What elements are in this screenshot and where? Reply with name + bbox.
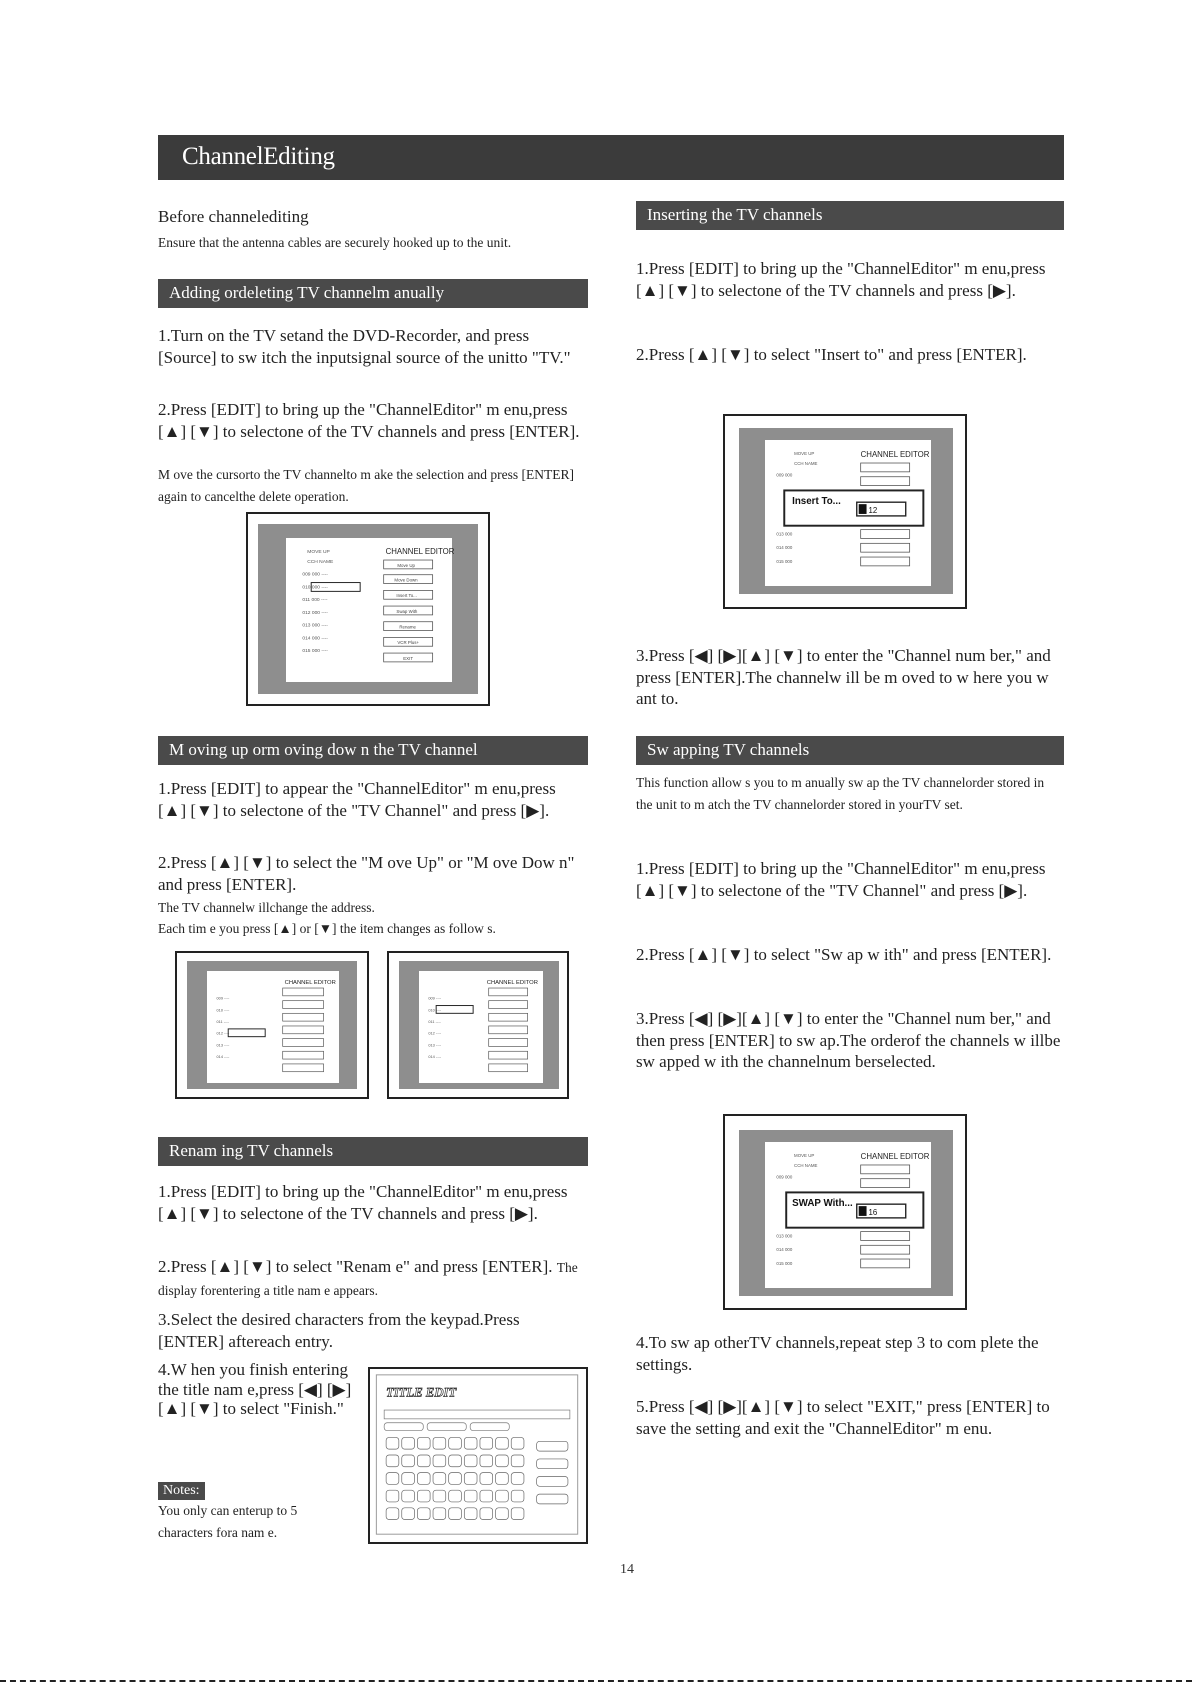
inserting-step2: 2.Press [▲] [▼] to select "Insert to" and press [ENTER]. (636, 345, 1027, 364)
notes-text: You only can enterup to 5 characters fora nam e. (158, 1503, 298, 1540)
inserting-step1: 1.Press [EDIT] to bring up the "ChannelEditor" m enu,press [▲] [▼] to selectone of the TV channels and press [▶]. (636, 259, 1046, 300)
svg-text:Move Up: Move Up (397, 562, 415, 568)
renaming-heading: Renam ing TV channels (158, 1137, 588, 1166)
insert-to-value: 12 (868, 505, 878, 515)
editor-title-text: CHANNEL EDITOR (385, 547, 455, 557)
svg-text:Insert To...: Insert To... (396, 593, 417, 599)
channel-editor-screenshot (246, 512, 490, 706)
svg-text:009 000: 009 000 (776, 1174, 793, 1180)
svg-text:013 ----: 013 ---- (428, 1042, 442, 1048)
svg-text:Move Down: Move Down (394, 577, 418, 583)
move-down-illustration (389, 953, 567, 1097)
renaming-step3: 3.Select the desired characters from the keypad.Press [ENTER] aftereach entry. (158, 1310, 520, 1351)
svg-text:VCR Plus+: VCR Plus+ (397, 640, 419, 646)
swapping-step1: 1.Press [EDIT] to bring up the "ChannelEditor" m enu,press [▲] [▼] to selectone of the "TV Channel" and press [▶]. (636, 859, 1046, 900)
svg-text:MOVE UP: MOVE UP (794, 1153, 815, 1159)
svg-text:013 000: 013 000 (776, 1233, 793, 1239)
adding-step2: 2.Press [EDIT] to bring up the "ChannelEditor" m enu,press [▲] [▼] to selectone of the TV channels and press [ENTER]. (158, 400, 580, 441)
svg-text:Swap With: Swap With (396, 608, 418, 614)
swapping-step4: 4.To sw ap otherTV channels,repeat step 3 to com plete the settings. (636, 1333, 1039, 1374)
moving-note1: The TV channelw illchange the address. (158, 900, 375, 915)
svg-text:012 ----: 012 ---- (428, 1030, 442, 1036)
svg-text:CCH NAME: CCH NAME (794, 460, 818, 466)
insert-to-label: Insert To... (792, 496, 841, 508)
svg-text:014 000 ----: 014 000 ---- (302, 636, 328, 642)
move-down-screenshot (387, 951, 569, 1099)
moving-heading: M oving up orm oving dow n the TV channel (158, 736, 588, 765)
moving-step1: 1.Press [EDIT] to appear the "ChannelEditor" m enu,press [▲] [▼] to selectone of the "TV Channel" and press [▶]. (158, 779, 556, 820)
svg-text:CHANNEL EDITOR: CHANNEL EDITOR (284, 980, 336, 987)
svg-text:014 000: 014 000 (776, 1247, 793, 1253)
before-text: Ensure that the antenna cables are securely hooked up to the unit. (158, 235, 512, 250)
svg-text:015 000: 015 000 (776, 558, 793, 564)
swapping-step2: 2.Press [▲] [▼] to select "Sw ap w ith" and press [ENTER]. (636, 945, 1052, 964)
renaming-step2 (158, 1256, 588, 1301)
swapping-step3: 3.Press [◀] [▶][▲] [▼] to enter the "Channel num ber," and then press [ENTER] to sw ap.The orderof the channels w illbe sw apped w ith the channelnum berselected. (636, 1009, 1061, 1071)
inserting-step3: 3.Press [◀] [▶][▲] [▼] to enter the "Channel num ber," and press [ENTER].The channelw ill be m oved to w here you w ant to. (636, 646, 1051, 708)
page-number: 14 (620, 1562, 634, 1577)
before-heading: Before channelediting (158, 207, 309, 226)
swap-with-label: SWAP With... (792, 1198, 853, 1210)
svg-text:010 000 ----: 010 000 ---- (302, 585, 328, 591)
channel-editor-illustration (248, 514, 488, 704)
svg-text:014 ----: 014 ---- (428, 1054, 442, 1060)
svg-text:MOVE UP: MOVE UP (794, 451, 815, 457)
inserting-heading: Inserting the TV channels (636, 201, 1064, 230)
bottom-dashed-rule (0, 1680, 1192, 1682)
renaming-step2-small: The display forentering a title nam e appears. (158, 1260, 578, 1298)
renaming-step1: 1.Press [EDIT] to bring up the "ChannelEditor" m enu,press [▲] [▼] to selectone of the TV channels and press [▶]. (158, 1182, 568, 1223)
svg-text:010 ----: 010 ---- (428, 1007, 442, 1013)
swapping-intro: This function allow s you to m anually sw ap the TV channelorder stored in the unit to m atch the TV channelorder stored in yourTV set. (636, 775, 1045, 812)
swap-with-illustration (725, 1116, 965, 1308)
svg-text:009 000: 009 000 (776, 472, 793, 478)
svg-text:014 ----: 014 ---- (216, 1054, 230, 1060)
adding-note: M ove the cursorto the TV channelto m ake the selection and press [ENTER] again to cancelthe delete operation. (158, 467, 575, 504)
notes-label: Notes: (158, 1482, 205, 1500)
adding-step1: 1.Turn on the TV setand the DVD-Recorder, and press [Source] to sw itch the inputsignal source of the unitto "TV." (158, 326, 571, 367)
swapping-step5: 5.Press [◀] [▶][▲] [▼] to select "EXIT," press [ENTER] to save the setting and exit the "ChannelEditor" m enu. (636, 1397, 1050, 1438)
svg-text:009 ----: 009 ---- (428, 995, 442, 1001)
svg-text:Rename: Rename (399, 624, 416, 630)
swap-with-value: 16 (868, 1207, 878, 1217)
svg-text:013 000: 013 000 (776, 531, 793, 537)
svg-text:009 ----: 009 ---- (216, 995, 230, 1001)
move-up-screenshot (175, 951, 369, 1099)
svg-text:012 000 ----: 012 000 ---- (302, 610, 328, 616)
svg-text:CHANNEL EDITOR: CHANNEL EDITOR (860, 1152, 930, 1162)
title-edit-illustration (370, 1369, 586, 1542)
svg-text:015 000 ----: 015 000 ---- (302, 649, 328, 655)
svg-text:EXIT: EXIT (403, 655, 414, 661)
svg-text:013 ----: 013 ---- (216, 1042, 230, 1048)
page-title-bar (158, 135, 1064, 180)
svg-text:CHANNEL EDITOR: CHANNEL EDITOR (486, 980, 538, 987)
title-edit-text: TITLE EDIT (386, 1385, 457, 1400)
swap-with-screenshot (723, 1114, 967, 1310)
svg-text:CCH NAME: CCH NAME (794, 1162, 818, 1168)
svg-text:012 ----: 012 ---- (216, 1030, 230, 1036)
svg-text:015 000: 015 000 (776, 1260, 793, 1266)
swapping-heading: Sw apping TV channels (636, 736, 1064, 765)
renaming-step2-main: 2.Press [▲] [▼] to select "Renam e" and press [ENTER]. (158, 1257, 553, 1276)
svg-text:011 ----: 011 ---- (216, 1019, 229, 1025)
svg-text:MOVE UP: MOVE UP (307, 550, 330, 556)
adding-heading: Adding ordeleting TV channelm anually (158, 279, 588, 308)
insert-to-screenshot (723, 414, 967, 609)
svg-text:CCH NAME: CCH NAME (307, 559, 334, 565)
moving-step2: 2.Press [▲] [▼] to select the "M ove Up" or "M ove Dow n" and press [ENTER]. (158, 853, 575, 894)
svg-text:011 ----: 011 ---- (428, 1019, 441, 1025)
moving-note2: Each tim e you press [▲] or [▼] the item changes as follow s. (158, 921, 496, 936)
title-edit-screenshot (368, 1367, 588, 1544)
svg-text:011 000 ----: 011 000 ---- (302, 598, 328, 604)
move-up-illustration (177, 953, 367, 1097)
svg-text:CHANNEL EDITOR: CHANNEL EDITOR (860, 450, 930, 460)
page-title: ChannelEditing (182, 143, 335, 170)
svg-text:009 000 ----: 009 000 ---- (302, 572, 328, 578)
svg-text:013 000 ----: 013 000 ---- (302, 623, 328, 629)
svg-text:014 000: 014 000 (776, 545, 793, 551)
svg-text:010 ----: 010 ---- (216, 1007, 230, 1013)
renaming-step4: 4.W hen you finish entering the title nam e,press [◀] [▶] [▲] [▼] to select "Finish." (158, 1360, 352, 1418)
insert-to-illustration (725, 416, 965, 607)
